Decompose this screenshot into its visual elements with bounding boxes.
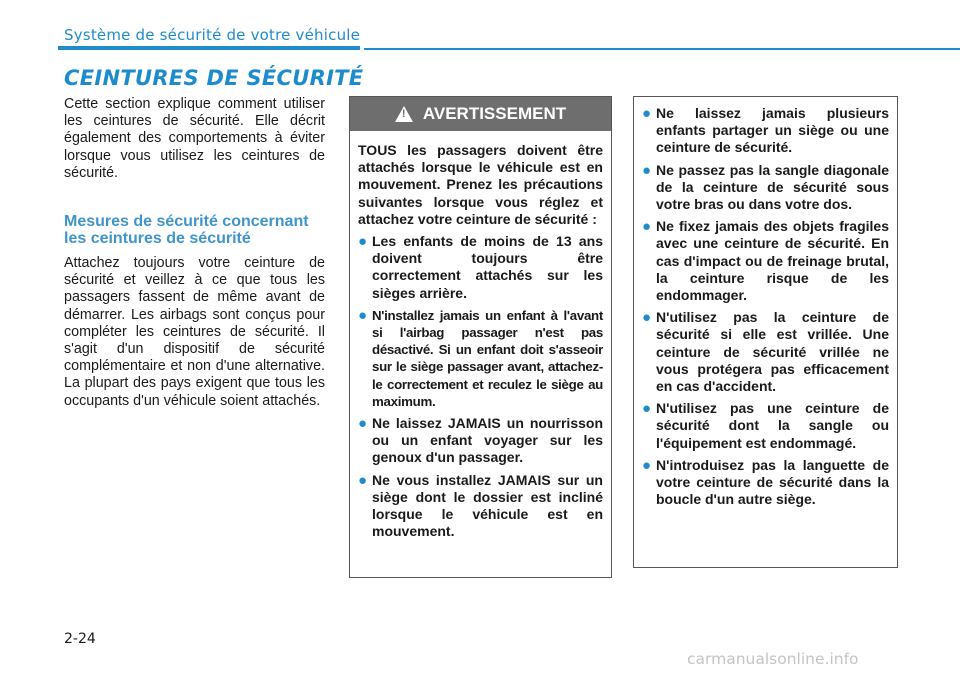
section-title: CEINTURES DE SÉCURITÉ [64,66,364,90]
warning-body [350,131,611,540]
left-column [64,96,325,410]
list-item: ● N'installez jamais un enfant à l'avant si l'airbag passager n'est pas désactivé. Si un enfant doit s'asseoir sur le siège passager avant, attachez-le correctement et reculez le siège au maximum. [358,306,603,409]
warning-box [349,96,612,578]
bullet-icon: ● [358,415,368,433]
bullet-icon: ● [642,161,652,179]
list-item: ● N'utilisez pas la ceinture de sécurité si elle est vrillée. Une ceinture de sécurité vrillée ne vous protégera pas efficacement en cas d'accident. [642,309,889,395]
subheading: Mesures de sécurité concernant les ceintures de sécurité [64,213,309,248]
bullet-icon: ● [642,309,652,327]
continued-warning-body [634,97,897,508]
bullet-icon: ● [642,218,652,236]
list-item: ● N'introduisez pas la languette de votre ceinture de sécurité dans la boucle d'un autre siège. [642,456,889,508]
page-number: 2-24 [64,631,96,647]
bullet-icon: ● [642,456,652,474]
chapter-title: Système de sécurité de votre véhicule [64,26,361,44]
watermark: carmanualsonline.info [687,650,859,668]
header-accent-bar [58,46,360,50]
list-item: ● Ne fixez jamais des objets fragiles avec une ceinture de sécurité. En cas d'impact ou de freinage brutal, la ceinture risque de les endommager. [642,218,889,304]
bullet-icon: ● [642,105,652,122]
list-item: ● Ne vous installez JAMAIS sur un siège dont le dossier est incliné lorsque le véhicule est en mouvement. [358,471,603,540]
list-item: ● Ne laissez JAMAIS un nourrisson ou un enfant voyager sur les genoux d'un passager. [358,415,603,466]
bullet-icon: ● [358,471,368,489]
intro-paragraph: Cette section explique comment utiliser les ceintures de sécurité. Elle décrit également des comportements à éviter lorsque vous utilisez les ceintures de sécurité. [64,96,325,181]
body-paragraph: Attachez toujours votre ceinture de sécurité et veillez à ce que tous les passagers fassent de même avant de démarrer. Les airbags sont conçus pour compléter les ceintures de sécurité. Il s'agit d'un dispositif de sécurité complémentaire et non d'une alternative. La plupart des pays exigent que tous les occupants d'un véhicule soient attachés. [64,255,325,409]
bullet-icon: ● [358,233,368,251]
warning-title: AVERTISSEMENT [422,104,567,123]
list-item: ● Ne laissez jamais plusieurs enfants partager un siège ou une ceinture de sécurité. [642,105,889,156]
continued-warning-box [633,96,898,568]
continued-warning-list [642,105,889,508]
warning-intro: TOUS les passagers doivent être attachés lorsque le véhicule est en mouvement. Prenez les précautions suivantes lorsque vous réglez et attachez votre ceinture de sécurité : [358,142,603,227]
warning-triangle-icon: ! [395,106,413,122]
bullet-icon: ● [642,400,652,418]
warning-list [358,233,603,540]
list-item: ● Les enfants de moins de 13 ans doivent toujours être correctement attachés sur les sièges arrière. [358,233,603,301]
list-item: ● Ne passez pas la sangle diagonale de la ceinture de sécurité sous votre bras ou dans votre dos. [642,161,889,213]
list-item: ● N'utilisez pas une ceinture de sécurité dont la sangle ou l'équipement est endommagé. [642,400,889,451]
bullet-icon: ● [358,306,367,324]
warning-header [350,97,611,131]
header-rule [364,48,960,50]
